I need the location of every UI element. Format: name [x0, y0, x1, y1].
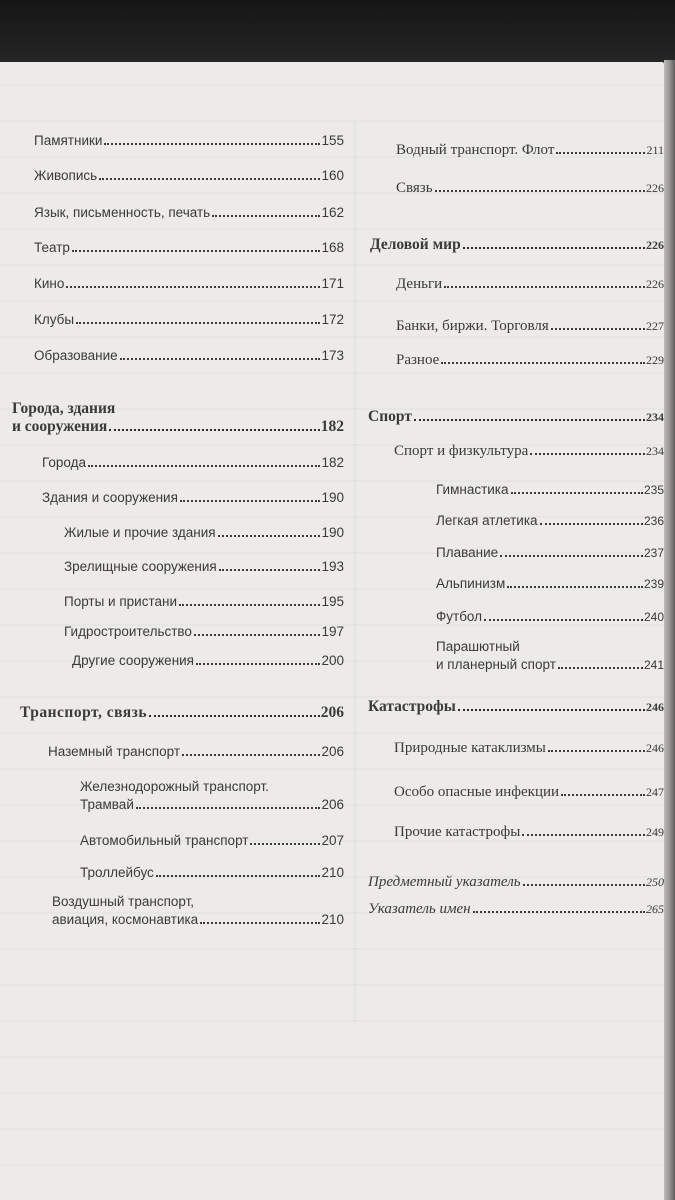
entry-label: Города [42, 455, 87, 470]
toc-entry[interactable] [396, 180, 664, 197]
toc-subentry[interactable] [80, 832, 344, 849]
entry-label-line2: авиация, космонавтика [52, 912, 199, 927]
entry-label: Троллейбус [80, 865, 154, 880]
entry-label: Живопись [34, 168, 98, 183]
toc-subentry[interactable] [64, 623, 344, 640]
toc-subentry[interactable] [436, 512, 664, 530]
toc-entry[interactable] [34, 239, 344, 256]
entry-page: 239 [643, 577, 664, 591]
entry-label: Плавание [436, 545, 499, 560]
toc-index-entry[interactable] [368, 901, 664, 918]
entry-page: 210 [321, 865, 344, 880]
entry-page: 162 [321, 205, 344, 220]
column-gap [352, 122, 358, 1022]
entry-label: Язык, письменность, печать [34, 205, 211, 220]
entry-label: Наземный транспорт [48, 744, 181, 759]
toc-subentry[interactable] [436, 608, 664, 626]
entry-page: 241 [643, 658, 664, 672]
entry-page: 234 [646, 444, 664, 458]
entry-page: 197 [321, 624, 344, 639]
entry-label-line1: Железнодорожный транспорт. [80, 779, 269, 794]
entry-page: 190 [321, 525, 344, 540]
entry-label: Альпинизм [436, 576, 506, 591]
entry-page: 236 [643, 514, 664, 528]
entry-label-line2: Трамвай [80, 797, 134, 812]
toc-entry[interactable] [394, 740, 664, 757]
entry-page: 226 [646, 277, 664, 291]
toc-entry[interactable] [394, 784, 664, 801]
entry-page: 235 [643, 483, 664, 497]
entry-label: Предметный указатель [368, 874, 521, 890]
entry-page: 227 [646, 319, 664, 333]
entry-page: 206 [321, 797, 344, 812]
toc-subentry[interactable] [436, 481, 664, 499]
entry-label: Образование [34, 348, 118, 363]
toc-subentry[interactable] [436, 638, 664, 674]
entry-page: 160 [321, 168, 344, 183]
section-title: Катастрофы [368, 698, 456, 715]
entry-label: Прочие катастрофы [394, 824, 521, 840]
toc-entry[interactable] [396, 142, 664, 159]
entry-page: 240 [643, 610, 664, 624]
toc-subentry[interactable] [64, 558, 344, 575]
entry-page: 249 [646, 825, 664, 839]
entry-label: Деньги [396, 276, 443, 292]
entry-page: 237 [643, 546, 664, 560]
section-title-line1: Города, здания [12, 400, 116, 417]
section-page: 182 [320, 418, 344, 435]
entry-label: Водный транспорт. Флот [396, 142, 555, 158]
entry-page: 182 [321, 455, 344, 470]
toc-entry[interactable] [396, 352, 664, 369]
toc-entry[interactable] [394, 443, 664, 460]
entry-label-line1: Воздушный транспорт, [52, 894, 195, 909]
entry-page: 207 [321, 833, 344, 848]
toc-subentry[interactable] [80, 864, 344, 881]
toc-section-heading[interactable] [12, 399, 344, 435]
entry-label: Порты и пристани [64, 594, 177, 609]
toc-entry[interactable] [34, 311, 344, 328]
entry-label: Легкая атлетика [436, 513, 538, 528]
toc-entry[interactable] [42, 454, 344, 471]
toc-entry[interactable] [34, 132, 344, 149]
entry-label: Футбол [436, 609, 483, 624]
toc-entry[interactable] [34, 347, 344, 364]
section-page: 246 [646, 700, 664, 714]
section-title-line2: и сооружения [12, 418, 108, 435]
entry-label: Клубы [34, 312, 75, 327]
book-page [0, 62, 664, 1200]
entry-label: Здания и сооружения [42, 490, 178, 505]
toc-entry[interactable] [48, 743, 344, 760]
entry-page: 168 [321, 240, 344, 255]
toc-entry[interactable] [34, 167, 344, 184]
entry-page: 190 [321, 490, 344, 505]
entry-page: 229 [646, 353, 664, 367]
toc-subentry[interactable] [80, 777, 344, 813]
entry-page: 193 [321, 559, 344, 574]
entry-page: 200 [321, 653, 344, 668]
entry-label: Другие сооружения [72, 653, 194, 668]
toc-section-heading[interactable] [370, 236, 664, 254]
entry-page: 155 [321, 133, 344, 148]
entry-label: Жилые и прочие здания [64, 525, 216, 540]
entry-page: 250 [646, 875, 664, 889]
toc-subentry[interactable] [436, 575, 664, 593]
entry-label: Природные катаклизмы [394, 740, 546, 756]
entry-label: Зрелищные сооружения [64, 559, 217, 574]
entry-label: Разное [396, 352, 440, 368]
entry-page: 206 [321, 744, 344, 759]
entry-page: 210 [321, 912, 344, 927]
toc-entry[interactable] [42, 489, 344, 506]
entry-label: Связь [396, 180, 433, 196]
section-title: Деловой мир [370, 236, 461, 253]
toc-entry[interactable] [396, 318, 664, 335]
entry-label: Гимнастика [436, 482, 509, 497]
entry-label: Банки, биржи. Торговля [396, 318, 549, 334]
entry-label: Указатель имен [368, 901, 471, 917]
entry-page: 246 [646, 741, 664, 755]
entry-label: Гидростроительство [64, 624, 192, 639]
page-edge [664, 60, 675, 1200]
section-page: 226 [646, 238, 664, 252]
toc-subentry[interactable] [72, 652, 344, 669]
entry-page: 247 [646, 785, 664, 799]
section-title: Транспорт, связь [20, 704, 148, 721]
entry-page: 265 [646, 902, 664, 916]
toc-index-entry[interactable] [368, 874, 664, 891]
toc-subentry[interactable] [64, 524, 344, 541]
toc-section-heading[interactable] [20, 704, 344, 721]
entry-label-line1: Парашютный [436, 639, 520, 654]
entry-label: Памятники [34, 133, 103, 148]
entry-page: 173 [321, 348, 344, 363]
entry-label-line2: и планерный спорт [436, 657, 556, 672]
toc-entry[interactable] [34, 275, 344, 292]
entry-page: 226 [646, 181, 664, 195]
entry-label: Кино [34, 276, 65, 291]
entry-label: Спорт и физкультура [394, 443, 529, 459]
entry-page: 195 [321, 594, 344, 609]
entry-label: Автомобильный транспорт [80, 833, 249, 848]
toc-entry[interactable] [52, 892, 344, 928]
entry-label: Особо опасные инфекции [394, 784, 560, 800]
section-title: Спорт [368, 408, 412, 425]
toc-subentry[interactable] [64, 593, 344, 610]
entry-page: 171 [321, 276, 344, 291]
entry-label: Театр [34, 240, 70, 255]
toc-section-heading[interactable] [368, 408, 664, 426]
section-page: 206 [320, 704, 344, 721]
toc-section-heading[interactable] [368, 698, 664, 716]
toc-entry[interactable] [34, 204, 344, 221]
section-page: 234 [646, 410, 664, 424]
toc-entry[interactable] [396, 276, 664, 293]
entry-page: 211 [646, 143, 664, 157]
toc-entry[interactable] [394, 824, 664, 841]
entry-page: 172 [321, 312, 344, 327]
toc-subentry[interactable] [436, 544, 664, 562]
